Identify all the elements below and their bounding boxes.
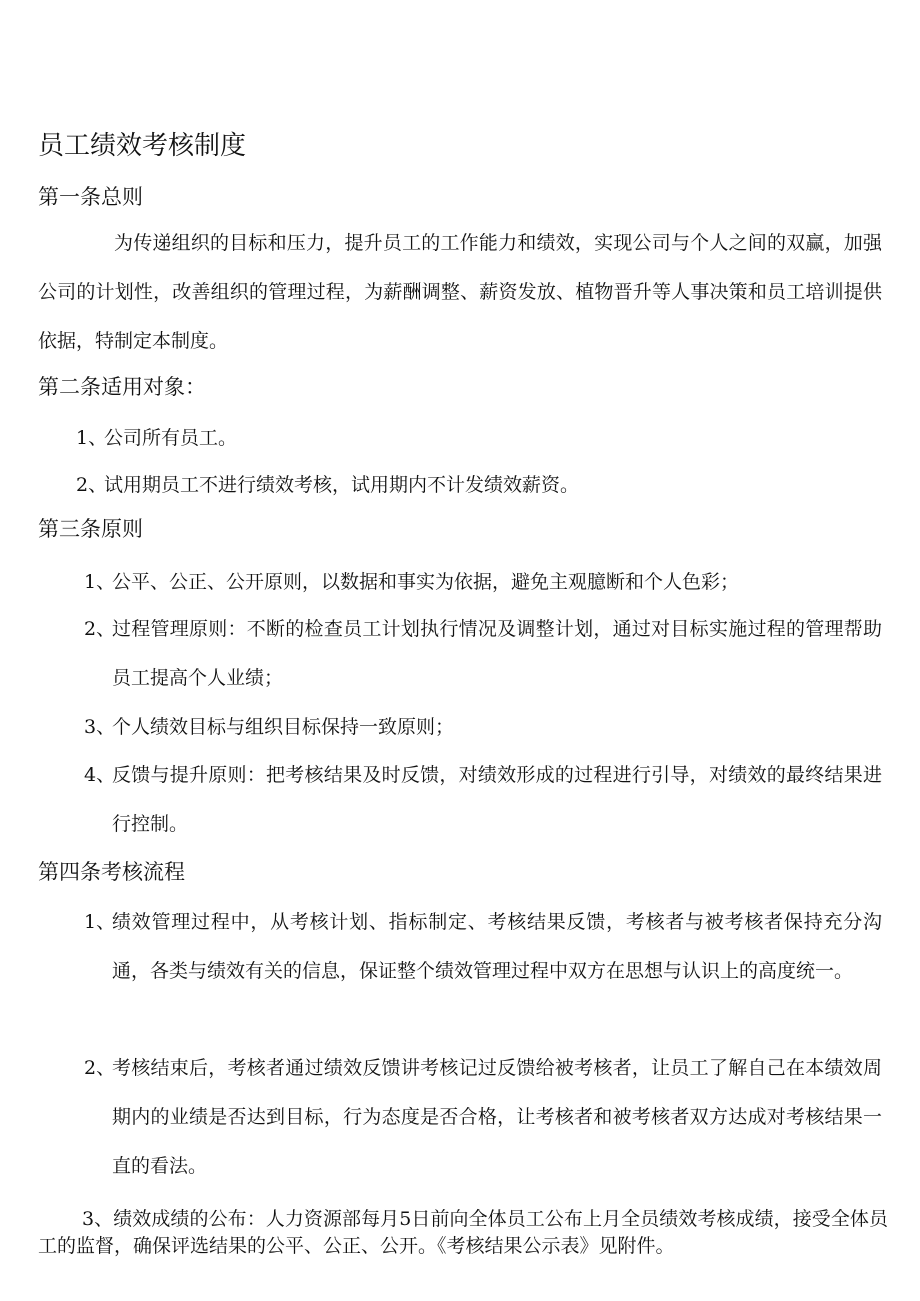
list-item-text: 试用期员工不进行绩效考核，试用期内不计发绩效薪资。 bbox=[104, 474, 580, 496]
list-item-number: 2、 bbox=[84, 618, 116, 640]
section-heading-principles: 第三条原则 bbox=[38, 517, 143, 541]
list-item-number: 1、 bbox=[76, 427, 108, 449]
list-item bbox=[76, 465, 882, 505]
section-general-paragraph: 为传递组织的目标和压力，提升员工的工作能力和绩效，实现公司与个人之间的双赢，加强公司的计划性，改善组织的管理过程，为薪酬调整、薪资发放、植物晋升等人事决策和员工培训提供依据，特制定本制度。 bbox=[38, 232, 882, 352]
list-item-number: 1、 bbox=[84, 911, 116, 933]
list-item-text: 公平、公正、公开原则，以数据和事实为依据，避免主观臆断和个人色彩； bbox=[112, 571, 740, 593]
list-item bbox=[84, 751, 882, 849]
list-item-text: 考核结束后，考核者通过绩效反馈讲考核记过反馈给被考核者，让员工了解自己在本绩效周期内的业绩是否达到目标，行为态度是否合格，让考核者和被考核者双方达成对考核结果一直的看法。 bbox=[112, 1057, 882, 1177]
section-heading-general: 第一条总则 bbox=[38, 185, 143, 209]
section-heading-process: 第四条考核流程 bbox=[38, 860, 185, 884]
list-item-number: 1、 bbox=[84, 571, 116, 593]
list-item-text: 个人绩效目标与组织目标保持一致原则； bbox=[112, 716, 455, 738]
list-item bbox=[38, 1206, 888, 1260]
section-heading-scope: 第二条适用对象： bbox=[38, 375, 206, 399]
list-item bbox=[84, 605, 882, 703]
list-item bbox=[84, 703, 882, 752]
list-item bbox=[76, 418, 882, 458]
list-item-number: 3、 bbox=[84, 716, 116, 738]
list-item-text: 绩效管理过程中，从考核计划、指标制定、考核结果反馈，考核者与被考核者保持充分沟通，各类与绩效有关的信息，保证整个绩效管理过程中双方在思想与认识上的高度统一。 bbox=[112, 911, 882, 982]
list-item bbox=[84, 898, 882, 996]
list-item-number: 2、 bbox=[84, 1057, 116, 1079]
list-item-text: 绩效成绩的公布：人力资源部每月5日前向全体员工公布上月全员绩效考核成绩，接受全体员工的监督，确保评选结果的公平、公正、公开。《考核结果公示表》见附件。 bbox=[38, 1208, 889, 1257]
list-item bbox=[84, 1044, 882, 1191]
document-title: 员工绩效考核制度 bbox=[38, 131, 247, 161]
list-item bbox=[84, 558, 882, 607]
list-item-text: 反馈与提升原则：把考核结果及时反馈，对绩效形成的过程进行引导，对绩效的最终结果进行控制。 bbox=[112, 764, 882, 835]
list-item-text: 公司所有员工。 bbox=[104, 427, 238, 449]
list-item-number: 4、 bbox=[84, 764, 116, 786]
list-item-number: 3、 bbox=[82, 1208, 114, 1230]
list-item-text: 过程管理原则：不断的检查员工计划执行情况及调整计划，通过对目标实施过程的管理帮助员工提高个人业绩； bbox=[112, 618, 882, 689]
list-item-number: 2、 bbox=[76, 474, 108, 496]
